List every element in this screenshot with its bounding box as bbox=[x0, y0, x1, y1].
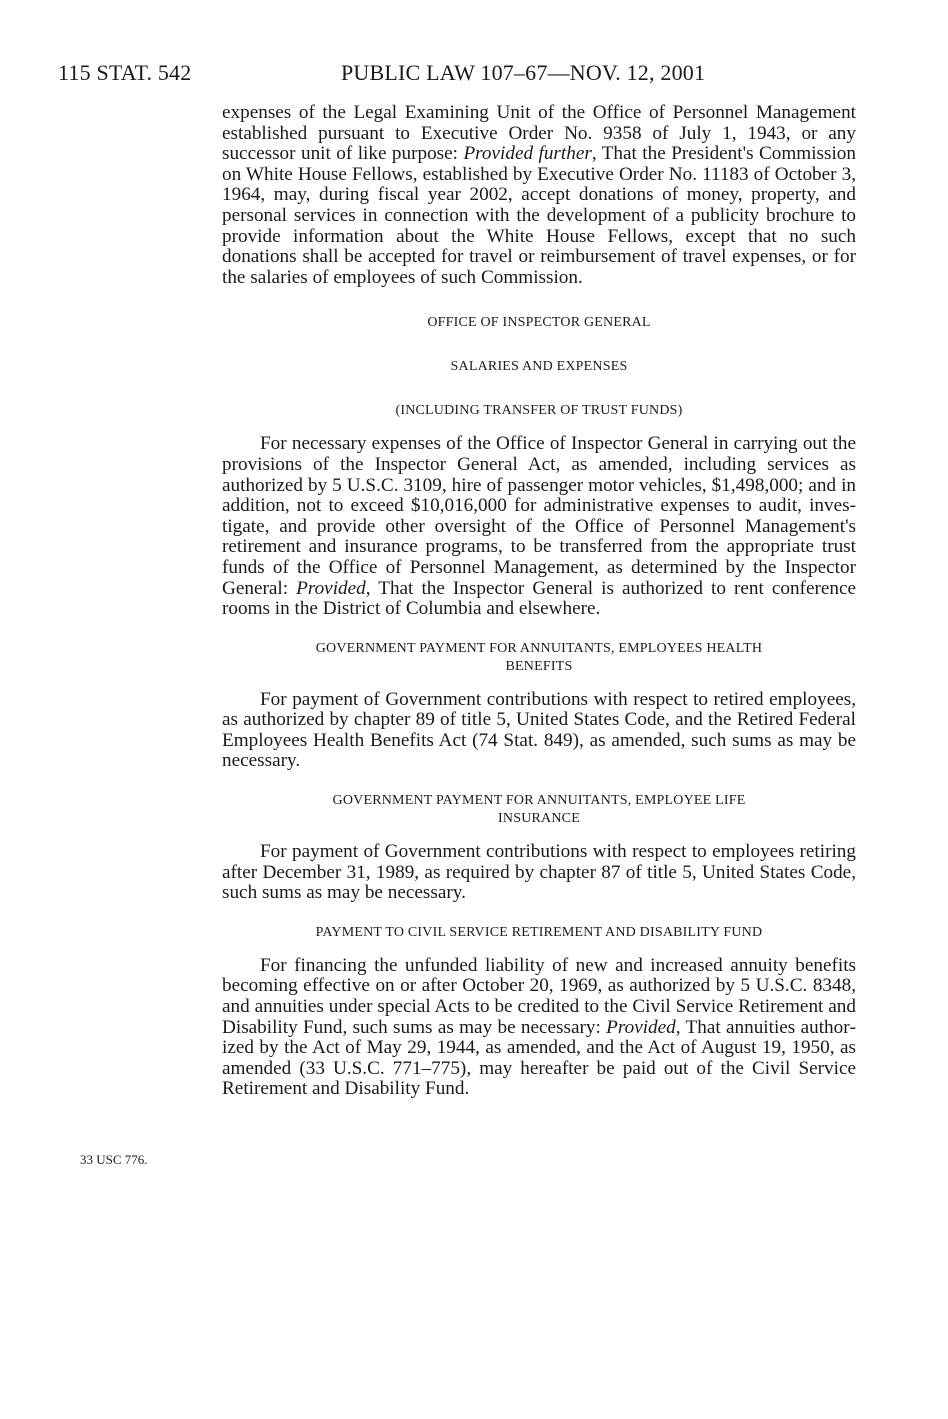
paragraph-life-insurance: For payment of Government contributions with respect to employees retiring after December 31, 1989, as required by chapter 87 of title 5, United States Code, such sums as may be necessary. bbox=[222, 841, 856, 904]
paragraph-inspector-general: For necessary expenses of the Office of Inspector General in carrying out the provisions of the Inspector General Act, as amended, including services as authorized by 5 U.S.C. 3109, hire of passenger motor vehicles, $1,498,000; and in addition, not to exceed $10,016,000 for administrative expenses to audit, investigate, and provide other oversight of the Office of Personnel Management's retirement and insurance programs, to be transferred from the appropriate trust funds of the Office of Personnel Management, as determined by the Inspector General: Provided, That the Inspector General is authorized to rent conference rooms in the District of Columbia and elsewhere. bbox=[222, 433, 856, 620]
page-reference: 115 STAT. 542 bbox=[58, 60, 192, 85]
heading-office-of-inspector-general: OFFICE OF INSPECTOR GENERAL bbox=[427, 315, 651, 331]
paragraph-legal-examining-unit: expenses of the Legal Examining Unit of the Office of Personnel Management established pursuant to Executive Order No. 9358 of July 1, 1943, or any successor unit of like purpose: Provided further, That the President's Commission on White House Fellows, established by Executive Order No. 11183 of October 3, 1964, may, during fiscal year 2002, accept donations of money, property, and personal services in connection with the development of a publicity brochure to provide information about the White House Fellows, except that no such donations shall be accepted for travel or reimbursement of travel expenses, or for the salaries of employees of such Commission. bbox=[222, 102, 856, 288]
note-including-transfer-of-trust-funds: (INCLUDING TRANSFER OF TRUST FUNDS) bbox=[395, 403, 683, 419]
heading-life-insurance: GOVERNMENT PAYMENT FOR ANNUITANTS, EMPLOYEE LIFE INSURANCE bbox=[332, 793, 746, 827]
heading-civil-service-retirement-fund: PAYMENT TO CIVIL SERVICE RETIREMENT AND DISABILITY FUND bbox=[315, 924, 763, 940]
subheading-salaries-and-expenses: SALARIES AND EXPENSES bbox=[450, 359, 628, 375]
margin-note-33-usc-776: 33 USC 776. bbox=[80, 1152, 148, 1167]
paragraph-health-benefits: For payment of Government contributions with respect to retired employees, as authorized by chapter 89 of title 5, United States Code, and the Retired Federal Employees Health Benefits Act (74 Stat. 849), as amended, such sums as may be necessary. bbox=[222, 688, 856, 772]
heading-health-benefits: GOVERNMENT PAYMENT FOR ANNUITANTS, EMPLOYEES HEALTH BENEFITS bbox=[315, 640, 763, 674]
body-column bbox=[222, 103, 856, 1100]
law-title: PUBLIC LAW 107–67—NOV. 12, 2001 bbox=[341, 60, 706, 85]
paragraph-civil-service-retirement-fund: For financing the unfunded liability of new and increased annuity benefits becoming effective on or after October 20, 1969, as authorized by 5 U.S.C. 8348, and annuities under special Acts to be credited to the Civil Service Retirement and Disability Fund, such sums as may be necessary: Provided, That annuities authorized by the Act of May 29, 1944, as amended, and the Act of August 19, 1950, as amended (33 U.S.C. 771–775), may hereafter be paid out of the Civil Service Retirement and Disability Fund. bbox=[222, 954, 856, 1100]
